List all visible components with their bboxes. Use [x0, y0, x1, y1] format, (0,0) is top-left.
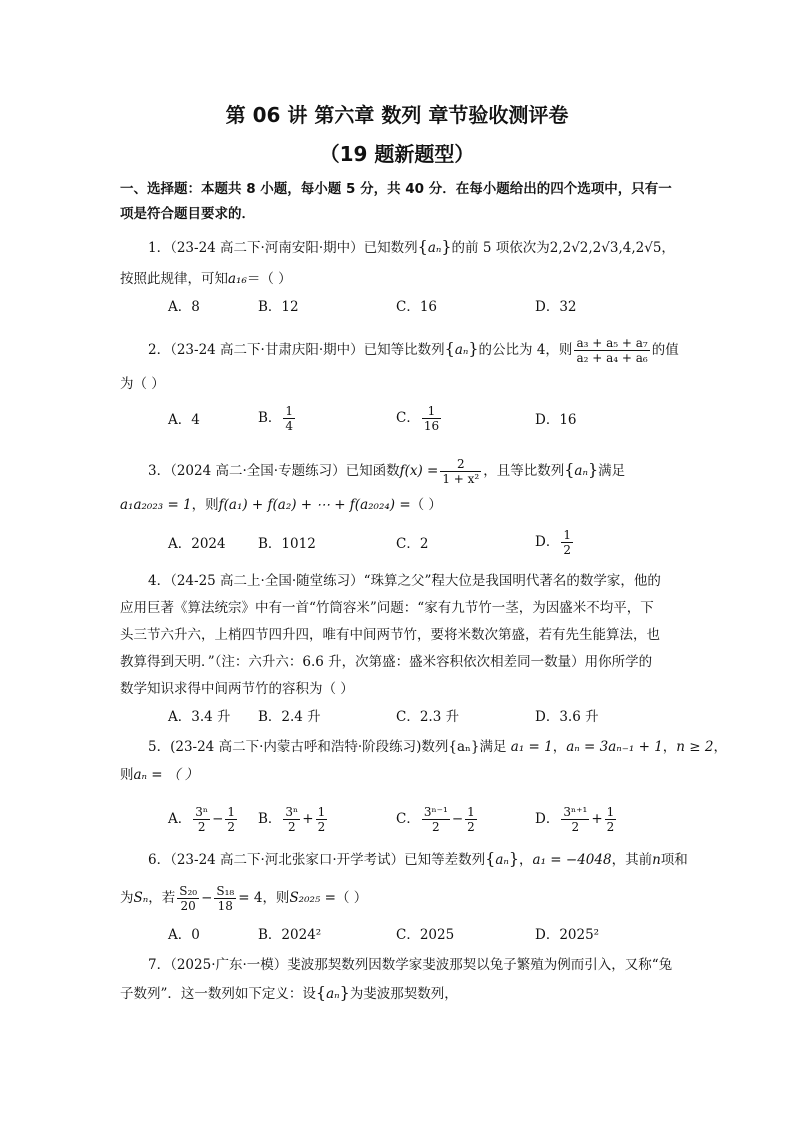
q1-mid: 的前 5 项依次为 [451, 240, 550, 256]
q6-option-d: D．2025² [535, 927, 600, 943]
q5-option-c: C． $\frac{\text{3ⁿ⁻¹}}{2}$ − $\frac{1}{2}$ [396, 805, 475, 834]
q4-option-b: B．2.4 升 [258, 709, 321, 725]
q6-option-c: C．2025 [396, 927, 455, 943]
q4-option-a: A．3.4 升 [168, 709, 231, 725]
q1-option-a: A．8 [168, 299, 200, 315]
question-2: 2．（23-24 高二下·甘肃庆阳·期中）已知等比数列{aₙ}的公比为 4，则 $\frac{\text{a₃ + a₅ + a₇}}{\text{a₂ + a₄ + a₆}}$ 的值 [148, 336, 679, 365]
question-5-line2: 则aₙ = （ ） [120, 767, 199, 783]
question-4-line2: 应用巨著《算法统宗》中有一首“竹筒容米”问题：“家有九节竹一茎，为因盛米不均平，下 [120, 600, 654, 616]
q1-seq: aₙ [427, 240, 442, 256]
q5-option-b: B． $\frac{\text{3ⁿ}}{2}$ + $\frac{1}{2}$ [258, 805, 326, 834]
q2-option-d: D．16 [535, 412, 577, 428]
question-4: 4．（24-25 高二上·全国·随堂练习）“珠算之父”程大位是我国明代著名的数学家，他的 [148, 573, 661, 589]
question-7-line2: 子数列”．这一数列如下定义：设{aₙ}为斐波那契数列， [120, 983, 458, 1002]
q2-option-a: A．4 [168, 412, 200, 428]
q3-option-b: B．1012 [258, 536, 316, 552]
q6-option-a: A．0 [168, 927, 200, 943]
q4-option-c: C．2.3 升 [396, 709, 460, 725]
question-4-line4: 教算得到天明．”（注：六升六：6.6 升，次第盛：盛米容积依次相差同一数量）用你所学的 [120, 654, 653, 670]
question-2-line2: 为（ ） [120, 376, 165, 392]
question-3: 3．（2024 高二·全国·专题练习）已知函数f(x) = $\frac{2}{\text{1 + x²}}$ ，且等比数列{aₙ}满足 [148, 457, 626, 486]
question-6-line2: 为Sₙ，若 $\frac{\text{S₂₀}}{20}$ − $\frac{\text{S₁₈}}{18}$ = 4，则S₂₀₂₅ =（ ） [120, 884, 368, 913]
q1-option-c: C．16 [396, 299, 438, 315]
q1-option-d: D．32 [535, 299, 577, 315]
question-4-line5: 数学知识求得中间两节竹的容积为（ ） [120, 681, 354, 697]
question-4-line3: 头三节六升六，上梢四节四升四，唯有中间两节竹，要将米数次第盛，若有先生能算法，也 [120, 627, 660, 643]
q4-option-d: D．3.6 升 [535, 709, 599, 725]
question-5: 5．(23-24 高二下·内蒙古呼和浩特·阶段练习)数列{aₙ}满足 a₁ = 1，aₙ = 3aₙ₋₁ + 1，n ≥ 2， [148, 739, 727, 755]
q3-option-c: C．2 [396, 536, 429, 552]
page-subtitle: （19 题新题型） [319, 142, 475, 166]
q2-option-b: B． $\frac{1}{4}$ [258, 404, 294, 433]
question-1-line2: 按照此规律，可知a₁₆＝（ ） [120, 271, 292, 287]
q1-option-b: B．12 [258, 299, 299, 315]
q3-option-d: D． $\frac{1}{2}$ [535, 528, 571, 557]
q2-fraction: $\frac{\text{a₃ + a₅ + a₇}}{\text{a₂ + a₄ + a₆}}$ [576, 336, 648, 365]
question-3-line2: a₁a₂₀₂₃ = 1，则f(a₁) + f(a₂) + ⋯ + f(a₂₀₂₄) =（ ） [120, 497, 442, 513]
q1-sequence: 2,2√2,2√3,4,2√5 [549, 240, 662, 256]
q5-option-a: A． $\frac{\text{3ⁿ}}{2}$ − $\frac{1}{2}$ [168, 805, 236, 834]
question-6: 6．（23-24 高二下·河北张家口·开学考试）已知等差数列{aₙ}，a₁ = −4048，其前n项和 [148, 849, 688, 868]
section-heading: 一、选择题：本题共 8 小题，每小题 5 分，共 40 分．在每小题给出的四个选项中，只有一 [120, 181, 672, 197]
question-7: 7．（2025·广东·一模）斐波那契数列因数学家斐波那契以兔子繁殖为例而引入，又称“兔 [148, 957, 673, 973]
q5-option-d: D． $\frac{\text{3ⁿ⁺¹}}{2}$ + $\frac{1}{2}$ [535, 805, 615, 834]
section-heading-cont: 项是符合题目要求的． [120, 206, 255, 222]
q2-option-c: C． $\frac{1}{16}$ [396, 404, 440, 433]
question-1: 1．（23-24 高二下·河南安阳·期中）已知数列{aₙ}的前 5 项依次为2,2√2,2√3,4,2√5， [148, 237, 675, 256]
page-title: 第 06 讲 第六章 数列 章节验收测评卷 [225, 103, 569, 127]
q6-option-b: B．2024² [258, 927, 322, 943]
q3-option-a: A．2024 [168, 536, 226, 552]
q1-lead: 1．（23-24 高二下·河南安阳·期中）已知数列 [148, 240, 418, 256]
